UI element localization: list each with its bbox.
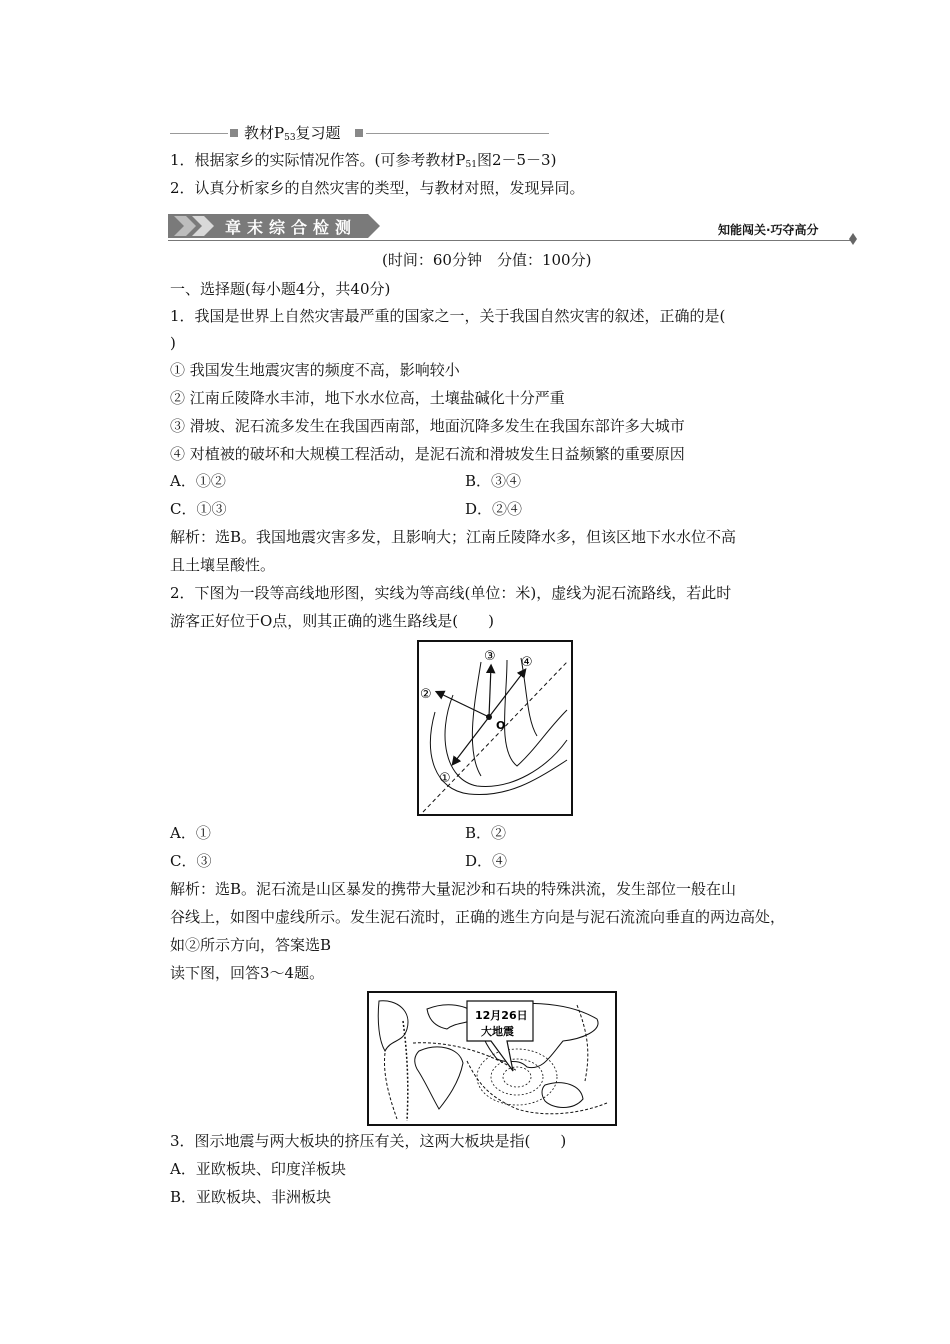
q2-option-c: C．③ bbox=[170, 852, 212, 870]
q3-option-a: A．亚欧板块、印度洋板块 bbox=[170, 1160, 346, 1178]
contour-map-figure bbox=[417, 640, 573, 816]
q1-statement-3: ③ 滑坡、泥石流多发生在我国西南部，地面沉降多发生在我国东部许多大城市 bbox=[170, 417, 685, 435]
q2-analysis-line3: 如②所示方向，答案选B bbox=[170, 936, 332, 954]
q1-option-b: B．③④ bbox=[465, 472, 522, 490]
q1-stem-line2: ) bbox=[170, 334, 176, 352]
q2-option-d: D．④ bbox=[465, 852, 508, 870]
q2-stem-line1: 2．下图为一段等高线地形图，实线为等高线(单位：米)，虚线为泥石流路线，若此时 bbox=[170, 584, 732, 602]
q1-statement-4: ④ 对植被的破坏和大规模工程活动，是泥石流和滑坡发生日益频繁的重要原因 bbox=[170, 445, 685, 463]
q1-analysis-line2: 且土壤呈酸性。 bbox=[170, 556, 276, 574]
q3-stem: 3．图示地震与两大板块的挤压有关，这两大板块是指( ) bbox=[170, 1132, 567, 1150]
review-title: 教材$P_{53}$复习题 bbox=[244, 124, 341, 143]
world-plate-map bbox=[367, 991, 617, 1126]
diamond-icon bbox=[848, 232, 858, 246]
review-item-1: 1．根据家乡的实际情况作答。(可参考教材$P_{51}$图2－5－3) bbox=[170, 151, 557, 170]
section-title: 一、选择题(每小题4分，共40分) bbox=[170, 280, 391, 298]
fig-label-r1: ① bbox=[439, 771, 451, 786]
q1-stem-line1: 1．我国是世界上自然灾害最严重的国家之一，关于我国自然灾害的叙述，正确的是( bbox=[170, 307, 726, 325]
q1-option-c: C．①③ bbox=[170, 500, 227, 518]
map-label-line2: 大地震 bbox=[481, 1025, 514, 1038]
q1-option-d: D．②④ bbox=[465, 500, 523, 518]
banner-title: 章末综合检测 bbox=[225, 218, 358, 237]
q34-intro: 读下图，回答3～4题。 bbox=[170, 964, 325, 982]
banner-underline bbox=[168, 240, 853, 241]
fig-label-origin: O bbox=[496, 719, 506, 732]
q3-option-b: B．亚欧板块、非洲板块 bbox=[170, 1188, 332, 1206]
time-info: (时间：60分钟 分值：100分) bbox=[382, 251, 592, 269]
header-square-left bbox=[230, 129, 238, 137]
fig-label-r3: ③ bbox=[484, 649, 496, 664]
q2-analysis-line1: 解析：选B。泥石流是山区暴发的携带大量泥沙和石块的特殊洪流，发生部位一般在山 bbox=[170, 880, 737, 898]
map-label-line1: 12月26日 bbox=[475, 1009, 528, 1022]
q2-analysis-line2: 谷线上，如图中虚线所示。发生泥石流时，正确的逃生方向是与泥石流流向垂直的两边高处， bbox=[170, 908, 786, 926]
q2-option-a: A．① bbox=[170, 824, 211, 842]
header-square-right bbox=[355, 129, 363, 137]
fig-label-r4: ④ bbox=[521, 655, 533, 670]
q1-statement-1: ① 我国发生地震灾害的频度不高，影响较小 bbox=[170, 361, 460, 379]
q1-statement-2: ② 江南丘陵降水丰沛，地下水水位高，土壤盐碱化十分严重 bbox=[170, 389, 565, 407]
banner-right-tag: 知能闯关·巧夺高分 bbox=[718, 223, 819, 237]
q2-option-b: B．② bbox=[465, 824, 507, 842]
q1-analysis-line1: 解析：选B。我国地震灾害多发，且影响大；江南丘陵降水多，但该区地下水水位不高 bbox=[170, 528, 737, 546]
q2-stem-line2: 游客正好位于O点，则其正确的逃生路线是( ) bbox=[170, 612, 495, 630]
header-rule-left bbox=[170, 133, 228, 134]
review-item-2: 2．认真分析家乡的自然灾害的类型，与教材对照，发现异同。 bbox=[170, 179, 585, 197]
fig-label-r2: ② bbox=[420, 687, 432, 702]
header-rule-right bbox=[366, 133, 549, 134]
q1-option-a: A．①② bbox=[170, 472, 226, 490]
